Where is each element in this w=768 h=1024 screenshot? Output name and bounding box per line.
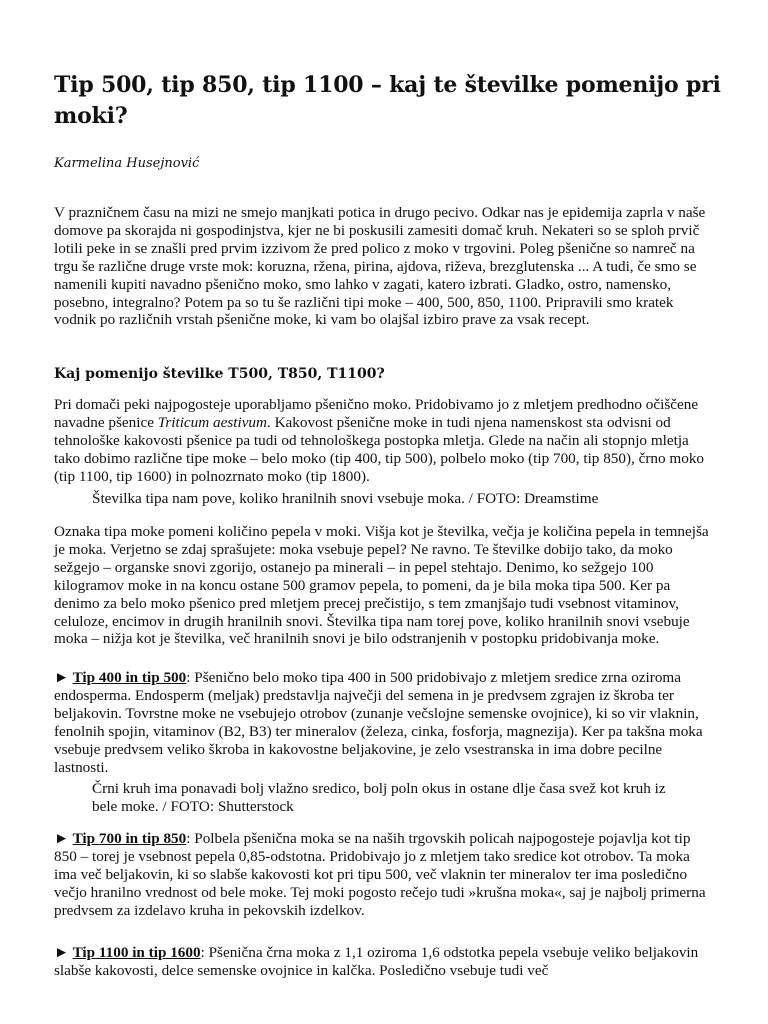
text-fragment: Pri domači peki najpogosteje uporabljamo pšenično moko. Pridobivamo jo z mletjem predhodno očiščene navadne pšenice [54, 396, 699, 431]
bullet-type-700-850 [54, 830, 714, 920]
article-title: Tip 500, tip 850, tip 1100 – kaj te številke pomenijo pri moki? [54, 72, 721, 129]
text-fragment: . Kakovost pšenične moke in tudi njena namenskost sta odvisni od tehnološke kakovosti pšenice pa tudi od tehnološkega postopka mletja. Glede na način ali stopnjo mletja tako dobimo različne tipe moke – belo moko (tip 400, tip 500), polbelo moko (tip 700, tip 850), črno moko (tip 1100, tip 1600) in polnozrnato moko (tip 1800). [54, 413, 705, 485]
paragraph-wheat-flour [54, 396, 714, 486]
bullet-lead: Tip 400 in tip 500 [72, 669, 187, 686]
intro-paragraph: V prazničnem času na mizi ne smejo manjkati potica in drugo pecivo. Odkar nas je epidemija zaprla v naše domove pa skorajda ni gospodinjstva, kjer ne bi poskusili zamesiti domač kruh. Nekateri so se sploh prvič lotili peke in se znašli pred prvim izzivom že pred polico z moko v trgovini. Poleg pšenične so namreč na trgu še različne druge vrste mok: koruzna, ržena, pirina, ajdova, riževa, brezglutenska ... A tudi, če smo se namenili kupiti navadno pšenično moko, smo lahko v zagati, katero izbrati. Gladko, ostro, namensko, posebno, integralno? Potem pa so tu še različni tipi moke – 400, 500, 850, 1100. Pripravili smo kratek vodnik po različnih vrstah pšenične moke, ki vam bo olajšal izbiro prave za vsak recept. [54, 204, 706, 329]
photo-caption-dreamstime: Številka tipa nam pove, koliko hranilnih snovi vsebuje moka. / FOTO: Dreamstime [92, 490, 599, 507]
bullet-text: : Pšenično belo moko tipa 400 in 500 pridobivajo z mletjem sredice zrna oziroma endosperma. Endosperm (meljak) predstavlja največji del semena in je predvsem zgrajen iz škroba ter beljakovin. Tovrstne moke ne vsebujejo otrobov (zunanje večslojne semenske ovojnice), ki so vir vlaknin, fenolnih spojin, vitaminov (B2, B3) ter mineralov (železa, cinka, fosforja, magnezija). Ker pa takšna moka vsebuje predvsem veliko škroba in kakovostne beljakovine, je zelo vsestranska in ima dobre pecilne lastnosti. [54, 669, 703, 776]
bullet-text: : Pšenična črna moka z 1,1 oziroma 1,6 odstotka pepela vsebuje veliko beljakovin slabše kakovosti, delce semenske ovojnice in kalčka. Posledično vsebuje tudi več [54, 944, 699, 979]
bullet-lead: Tip 1100 in tip 1600 [72, 944, 201, 961]
photo-caption-shutterstock: Črni kruh ima ponavadi bolj vlažno sredico, bolj poln okus in ostane dlje časa svež kot kruh iz bele moke. / FOTO: Shutterstock [92, 780, 666, 815]
species-name: Triticum aestivum [157, 413, 267, 431]
article-author: Karmelina Husejnović [54, 156, 200, 171]
arrow-bullet-icon: ► [54, 669, 73, 686]
bullet-lead: Tip 700 in tip 850 [72, 830, 187, 847]
arrow-bullet-icon: ► [54, 944, 73, 961]
arrow-bullet-icon: ► [54, 830, 73, 847]
paragraph-ash-content: Oznaka tipa moke pomeni količino pepela v moki. Višja kot je številka, večja je količina pepela in temnejša je moka. Verjetno se zdaj sprašujete: moka vsebuje pepel? Ne ravno. Te številke dobijo tako, da moko sežgejo – organske snovi zgorijo, ostanejo pa minerali – in pepel stehtajo. Denimo, ko sežgejo 100 kilogramov moke in na koncu ostane 500 gramov pepela, to pomeni, da je bila moka tipa 500. Ker pa denimo za belo moko pšenico pred mletjem precej prečistijo, s tem zmanjšajo tudi vsebnost vitaminov, celuloze, encimov in drugih hranilnih snovi. Številka tipa nam torej pove, koliko hranilnih snovi vsebuje moka – nižja kot je številka, več hranilnih snovi je bilo odstranjenih v postopku pridobivanja moke. [54, 523, 709, 648]
bullet-text: : Polbela pšenična moka se na naših trgovskih policah najpogosteje pojavlja kot tip 850 – torej je vsebnost pepela 0,85-odstotna. Pridobivajo jo z mletjem tako sredice kot otrobov. Ta moka ima več beljakovin, ki so slabše kakovosti kot pri tipu 500, več vlaknin ter mineralov ter ima posledično večjo hranilno vrednost od bele moke. Tej moki pogosto rečejo tudi »krušna moka«, saj je najbolj primerna predvsem za izdelavo kruha in pekovskih izdelkov. [54, 830, 706, 919]
section-heading: Kaj pomenijo številke T500, T850, T1100? [54, 366, 385, 382]
bullet-type-400-500 [54, 669, 714, 776]
bullet-type-1100-1600 [54, 944, 714, 980]
